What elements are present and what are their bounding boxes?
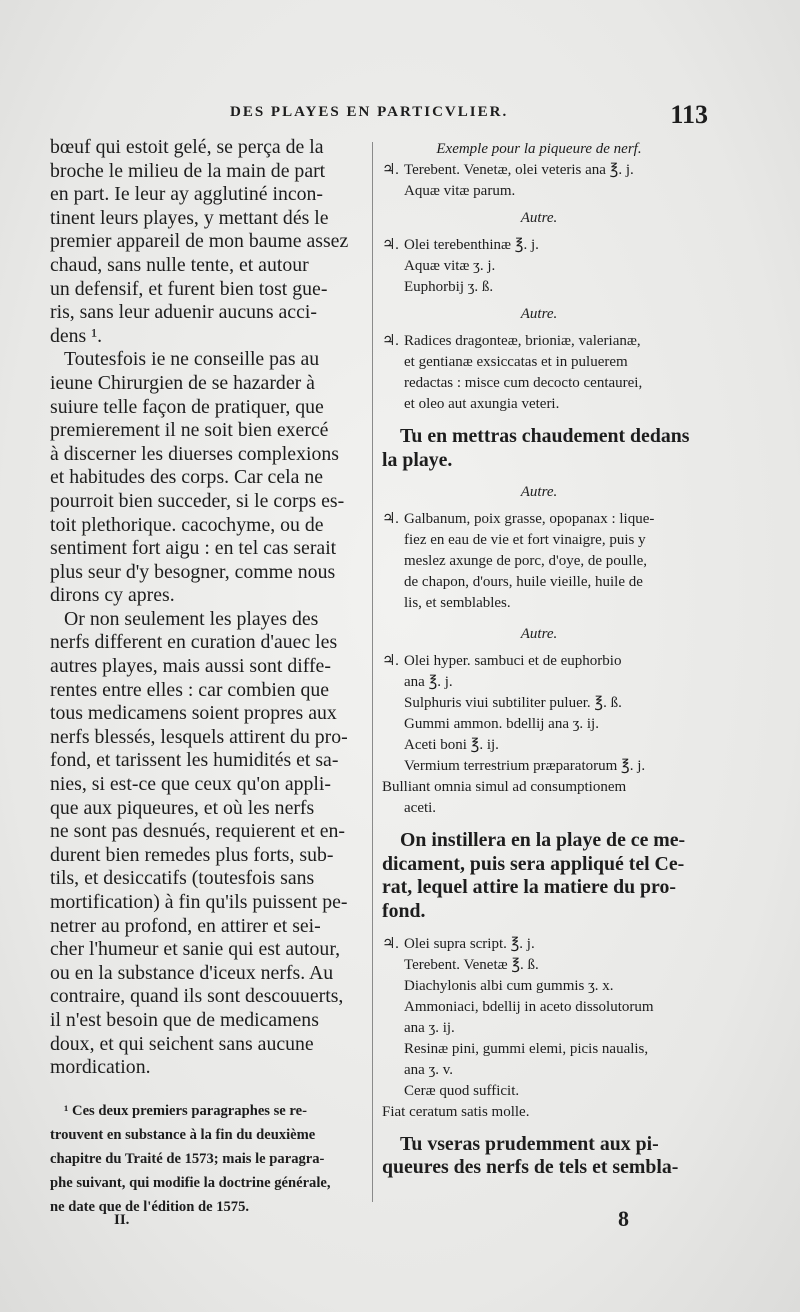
recipe-line: Olei terebenthinæ ℥. j. [404,237,539,253]
recipe-line: Galbanum, poix grasse, opopanax : lique- [404,511,655,528]
recipe-3 [382,331,696,415]
recipe-line: Diachylonis albi cum gummis ʒ. x. [404,977,614,994]
recipe-line: Olei supra script. ℥. j. [404,935,535,952]
left-text-line: dirons cy apres. [50,584,175,607]
left-text-line: autres playes, mais aussi sont diffe- [50,655,331,678]
recipe-line: Vermium terrestrium præparatorum ℥. j. [404,758,646,775]
paragraph-line: la playe. [382,448,453,471]
recipe-line: Aquæ vitæ ʒ. j. [404,258,496,274]
left-text-line: toit plethorique. cacochyme, ou de [50,513,324,536]
recipe-line: et gentianæ exsiccatas et in puluerem [404,354,628,370]
recipe-symbol-icon: ♃. [382,333,400,349]
left-text-line: broche le milieu de la main de part [50,159,326,182]
paragraph-line: Tu vseras prudemment aux pi- [400,1132,659,1155]
left-text-line: netrer au profond, en attirer et sei- [50,914,321,937]
left-text-line: ne sont pas desnués, requierent et en- [50,820,345,843]
left-text-line: que aux piqueures, et où les nerfs [50,796,315,819]
recipe-4 [382,509,696,614]
left-text-line: fond, et tarissent les humidités et sa- [50,749,339,772]
left-text-line: ou en la substance d'iceux nerfs. Au [50,961,334,984]
column-divider [372,142,373,1202]
recipe-line: Euphorbij ʒ. ß. [404,279,494,295]
autre-label: Autre. [520,626,558,643]
left-text-line: bœuf qui estoit gelé, se perça de la [50,136,324,158]
recipe-line: Terebent. Venetæ, olei veteris ana ℥. j. [404,162,634,178]
recipe-line: ana ʒ. ij. [404,1019,455,1036]
recipe-symbol-icon: ♃. [382,162,400,178]
left-text-line: dens ¹. [50,324,103,347]
right-column [382,139,696,1180]
recipe-line: lis, et semblables. [404,595,511,612]
recipe-2 [382,235,696,298]
recipe-line: meslez axunge de porc, d'oye, de poulle, [404,553,648,570]
left-text-line: doux, et qui seichent sans aucune [50,1032,314,1055]
recipe-line: Bulliant omnia simul ad consumptionem [382,779,627,796]
left-text-line: nies, si est-ce que ceux qu'on appli- [50,773,331,796]
left-text-line: sentiment fort aigu : en tel cas serait [50,537,337,560]
left-text-line: contraire, quand ils sont descouuerts, [50,985,344,1008]
recipe-6 [382,934,696,1102]
left-text-line: Toutesfois ie ne conseille pas au [64,348,320,371]
paragraph-line: queures des nerfs de tels et sembla- [382,1156,679,1179]
left-text-line: il n'est besoin que de medicamens [50,1008,319,1031]
running-title: DES PLAYES EN PARTICVLIER. [230,104,509,120]
footnote-line: ¹ Ces deux premiers paragraphes se re- [64,1103,307,1119]
autre-label: Autre. [520,210,558,226]
recipe-line: Ceræ quod sufficit. [404,1082,520,1099]
left-text-line: chaud, sans nulle tente, et autour [50,253,309,276]
recipe-symbol-icon: ♃. [382,511,400,528]
left-text-line: tils, et desiccatifs (toutesfois sans [50,867,315,890]
page-number: 113 [670,100,708,129]
recipe-line: de chapon, d'ours, huile vieille, huile de [404,574,643,591]
recipe-1 [382,160,696,202]
left-text-line: mortification) à fin qu'ils puissent pe- [50,891,348,913]
recipe-symbol-icon: ♃. [382,237,400,253]
left-text-line: un defensif, et furent bien tost gue- [50,277,328,300]
paragraph-line: rat, lequel attire la matiere du pro- [382,876,676,899]
recipe-line: ana ʒ. v. [404,1061,453,1078]
left-text-line: Or non seulement les playes des [64,607,319,630]
footnote-line: trouvent en substance à la fin du deuxième [50,1127,316,1143]
left-text-line: premier appareil de mon baume assez [50,230,349,253]
footnote [50,1099,365,1219]
recipe-line: Resinæ pini, gummi elemi, picis naualis, [404,1040,649,1057]
signature-number: 8 [618,1206,629,1231]
left-text-line: cher l'humeur et sanie qui est autour, [50,938,341,961]
signature-mark: II. [114,1212,130,1228]
left-text-line: ris, sans leur aduenir aucuns acci- [50,301,317,324]
footnote-line: ne date que de l'édition de 1575. [50,1199,250,1215]
left-text-line: durent bien remedes plus forts, sub- [50,843,334,866]
recipe-line: Aquæ vitæ parum. [404,183,516,199]
instruction-paragraph [382,829,696,923]
recipe-line: Aceti boni ℥. ij. [404,737,499,754]
left-text-line: tinent leurs playes, y mettant dés le [50,206,329,229]
recipe-line: ana ℥. j. [404,674,453,691]
paragraph-line: fond. [382,899,426,922]
left-text-line: à discerner les diuerses complexions [50,442,339,465]
left-text-line: pourroit bien succeder, si le corps es- [50,489,345,512]
left-text-line: mordication. [50,1056,151,1079]
recipe-line: redactas : misce cum decocto centaurei, [404,375,643,391]
recipe-line: fiez en eau de vie et fort vinaigre, puis y [404,532,646,549]
recipe-heading: Exemple pour la piqueure de nerf. [436,141,642,157]
bulliant-text [382,777,696,819]
left-text-line: suiure telle façon de pratiquer, que [50,395,324,418]
left-text-line: nerfs different en curation d'auec les [50,631,338,654]
recipe-line: Terebent. Venetæ ℥. ß. [404,956,539,973]
fiat-line: Fiat ceratum satis molle. [382,1103,530,1120]
recipe-line: aceti. [404,800,437,817]
recipe-line: Ammoniaci, bdellij in aceto dissolutorum [404,998,654,1015]
recipe-line: Gummi ammon. bdellij ana ʒ. ij. [404,716,599,733]
recipe-line: Olei hyper. sambuci et de euphorbio [404,653,622,670]
left-text-line: premierement il ne soit bien exercé [50,419,329,442]
left-text-line: nerfs blessés, lesquels attirent du pro- [50,725,348,748]
paragraph-line: dicament, puis sera appliqué tel Ce- [382,852,685,875]
recipe-5 [382,651,696,777]
left-text-line: ieune Chirurgien de se hazarder à [50,371,315,394]
autre-label: Autre. [520,484,558,501]
left-column [50,136,365,1080]
instruction-paragraph [382,1133,696,1180]
recipe-line: et oleo aut axungia veteri. [404,396,560,412]
footnote-line: chapitre du Traité de 1573; mais le paragra- [50,1151,325,1167]
left-text-line: plus seur d'y besogner, comme nous [50,560,336,583]
autre-label: Autre. [520,306,558,322]
recipe-symbol-icon: ♃. [382,653,400,670]
recipe-symbol-icon: ♃. [382,935,400,952]
left-text-line: en part. Ie leur ay agglutiné incon- [50,183,323,206]
recipe-line: Sulphuris viui subtiliter puluer. ℥. ß. [404,695,622,712]
left-text-line: rentes entre elles : car combien que [50,678,330,701]
left-text-line: et habitudes des corps. Car cela ne [50,466,323,489]
paragraph-line: Tu en mettras chaudement dedans [400,425,690,447]
instruction-paragraph [382,425,696,472]
footnote-line: phe suivant, qui modifie la doctrine générale, [50,1175,331,1191]
left-text-line: tous medicamens soient propres aux [50,702,337,725]
recipe-line: Radices dragonteæ, brioniæ, valerianæ, [404,333,641,349]
paragraph-line: On instillera en la playe de ce me- [400,829,686,852]
